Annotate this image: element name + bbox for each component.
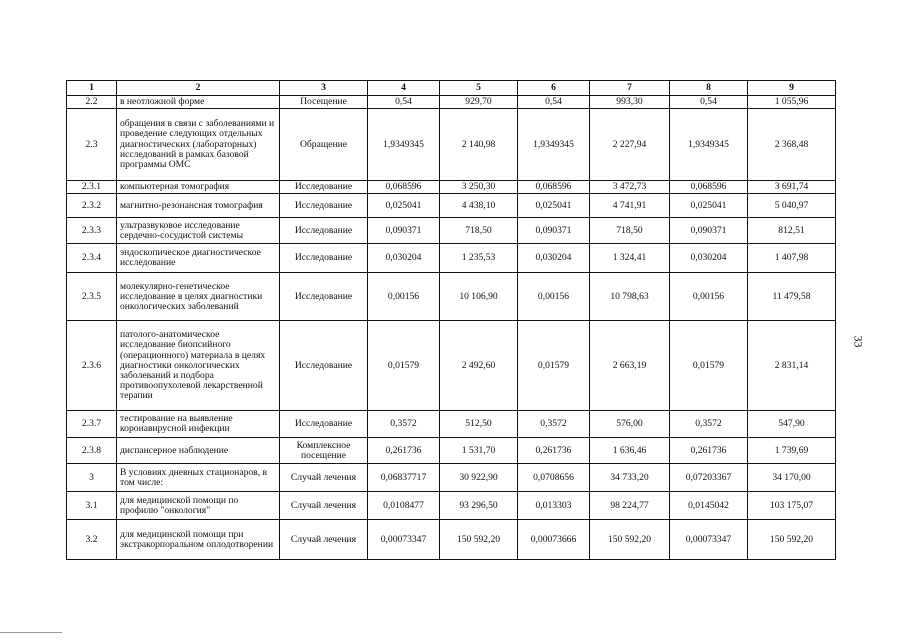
cell-col7: 2 227,94 [590,109,670,181]
table-row [67,321,836,411]
cell-col4: 0,01579 [368,321,440,411]
cell-col7: 993,30 [590,96,670,109]
header-cell: 8 [670,81,748,96]
cell-col5: 1 531,70 [440,438,518,464]
header-cell: 9 [748,81,836,96]
cell-col8: 1,9349345 [670,109,748,181]
header-row [67,81,836,96]
table-row [67,464,836,492]
cell-col7: 98 224,77 [590,492,670,520]
cell-col8: 0,068596 [670,181,748,194]
cell-col4: 0,00073347 [368,520,440,560]
cell-col9: 150 592,20 [748,520,836,560]
cell-col9: 11 479,58 [748,273,836,321]
row-number: 2.3.1 [67,181,117,194]
table-row [67,218,836,244]
cell-col4: 0,00156 [368,273,440,321]
row-description: патолого-анатомическое исследование биопсийного (операционного) материала в целях диагностики онкологических заболеваний и подбора противоопухолевой лекарственной терапии [117,321,280,411]
cell-col7: 3 472,73 [590,181,670,194]
cell-col9: 2 368,48 [748,109,836,181]
row-unit: Исследование [280,273,368,321]
row-number: 2.3 [67,109,117,181]
table-row [67,273,836,321]
cell-col5: 2 140,98 [440,109,518,181]
cell-col9: 1 407,98 [748,244,836,273]
row-description: диспансерное наблюдение [117,438,280,464]
cell-col8: 0,54 [670,96,748,109]
table-row [67,411,836,438]
row-unit: Случай лечения [280,520,368,560]
cell-col4: 0,0108477 [368,492,440,520]
row-number: 2.2 [67,96,117,109]
cell-col6: 0,00073666 [518,520,590,560]
cell-col9: 3 691,74 [748,181,836,194]
tariff-table [66,80,836,560]
row-description: В условиях дневных стационаров, в том числе: [117,464,280,492]
row-number: 2.3.5 [67,273,117,321]
row-description: компьютерная томография [117,181,280,194]
header-cell: 6 [518,81,590,96]
cell-col7: 718,50 [590,218,670,244]
row-number: 3 [67,464,117,492]
row-unit: Исследование [280,218,368,244]
cell-col7: 576,00 [590,411,670,438]
cell-col5: 10 106,90 [440,273,518,321]
row-unit: Исследование [280,194,368,218]
cell-col9: 1 739,69 [748,438,836,464]
header-cell: 2 [117,81,280,96]
cell-col6: 0,013303 [518,492,590,520]
cell-col6: 0,0708656 [518,464,590,492]
cell-col8: 0,261736 [670,438,748,464]
cell-col6: 0,025041 [518,194,590,218]
table-row [67,96,836,109]
row-description: для медицинской помощи при экстракорпоральном оплодотворении [117,520,280,560]
header-cell: 1 [67,81,117,96]
row-description: эндоскопическое диагностическое исследование [117,244,280,273]
cell-col9: 5 040,97 [748,194,836,218]
row-number: 2.3.8 [67,438,117,464]
table-row [67,492,836,520]
cell-col7: 150 592,20 [590,520,670,560]
row-description: обращения в связи с заболеваниями и проведение следующих отдельных диагностических (лабораторных) исследований в рамках базовой программы ОМС [117,109,280,181]
cell-col9: 34 170,00 [748,464,836,492]
row-description: тестирование на выявление коронавирусной инфекции [117,411,280,438]
cell-col4: 0,068596 [368,181,440,194]
cell-col4: 0,090371 [368,218,440,244]
cell-col7: 2 663,19 [590,321,670,411]
row-unit: Обращение [280,109,368,181]
cell-col6: 0,261736 [518,438,590,464]
table-row [67,438,836,464]
cell-col8: 0,00073347 [670,520,748,560]
row-description: в неотложной форме [117,96,280,109]
cell-col8: 0,025041 [670,194,748,218]
cell-col6: 0,090371 [518,218,590,244]
table-row [67,520,836,560]
cell-col5: 93 296,50 [440,492,518,520]
cell-col8: 0,01579 [670,321,748,411]
cell-col4: 0,261736 [368,438,440,464]
table-row [67,194,836,218]
cell-col5: 150 592,20 [440,520,518,560]
cell-col9: 812,51 [748,218,836,244]
cell-col8: 0,090371 [670,218,748,244]
page-number: 33 [851,335,866,348]
cell-col4: 0,030204 [368,244,440,273]
cell-col9: 103 175,07 [748,492,836,520]
cell-col6: 1,9349345 [518,109,590,181]
cell-col7: 4 741,91 [590,194,670,218]
cell-col6: 0,00156 [518,273,590,321]
table-row [67,244,836,273]
cell-col5: 512,50 [440,411,518,438]
cell-col4: 1,9349345 [368,109,440,181]
table-row [67,109,836,181]
cell-col4: 0,06837717 [368,464,440,492]
cell-col9: 2 831,14 [748,321,836,411]
row-number: 2.3.3 [67,218,117,244]
cell-col5: 929,70 [440,96,518,109]
row-number: 2.3.7 [67,411,117,438]
row-unit: Комплексное посещение [280,438,368,464]
cell-col8: 0,3572 [670,411,748,438]
scan-edge-line [0,632,62,633]
cell-col8: 0,07203367 [670,464,748,492]
row-unit: Случай лечения [280,464,368,492]
cell-col6: 0,3572 [518,411,590,438]
table-row [67,181,836,194]
header-cell: 4 [368,81,440,96]
cell-col9: 1 055,96 [748,96,836,109]
cell-col4: 0,025041 [368,194,440,218]
cell-col5: 30 922,90 [440,464,518,492]
cell-col6: 0,01579 [518,321,590,411]
cell-col8: 0,00156 [670,273,748,321]
row-description: для медицинской помощи по профилю "онкология" [117,492,280,520]
cell-col7: 10 798,63 [590,273,670,321]
cell-col6: 0,54 [518,96,590,109]
header-cell: 3 [280,81,368,96]
cell-col6: 0,068596 [518,181,590,194]
row-description: магнитно-резонансная томография [117,194,280,218]
cell-col5: 718,50 [440,218,518,244]
cell-col6: 0,030204 [518,244,590,273]
row-unit: Исследование [280,411,368,438]
cell-col7: 34 733,20 [590,464,670,492]
row-unit: Исследование [280,181,368,194]
row-unit: Случай лечения [280,492,368,520]
cell-col7: 1 636,46 [590,438,670,464]
row-number: 2.3.2 [67,194,117,218]
row-number: 2.3.6 [67,321,117,411]
row-unit: Посещение [280,96,368,109]
cell-col5: 4 438,10 [440,194,518,218]
row-number: 3.2 [67,520,117,560]
cell-col8: 0,030204 [670,244,748,273]
cell-col5: 3 250,30 [440,181,518,194]
row-description: ультразвуковое исследование сердечно-сосудистой системы [117,218,280,244]
header-cell: 5 [440,81,518,96]
row-description: молекулярно-генетическое исследование в целях диагностики онкологических заболеваний [117,273,280,321]
cell-col5: 2 492,60 [440,321,518,411]
cell-col4: 0,3572 [368,411,440,438]
header-cell: 7 [590,81,670,96]
row-unit: Исследование [280,321,368,411]
cell-col8: 0,0145042 [670,492,748,520]
row-number: 3.1 [67,492,117,520]
row-number: 2.3.4 [67,244,117,273]
cell-col9: 547,90 [748,411,836,438]
cell-col4: 0,54 [368,96,440,109]
cell-col7: 1 324,41 [590,244,670,273]
cell-col5: 1 235,53 [440,244,518,273]
row-unit: Исследование [280,244,368,273]
